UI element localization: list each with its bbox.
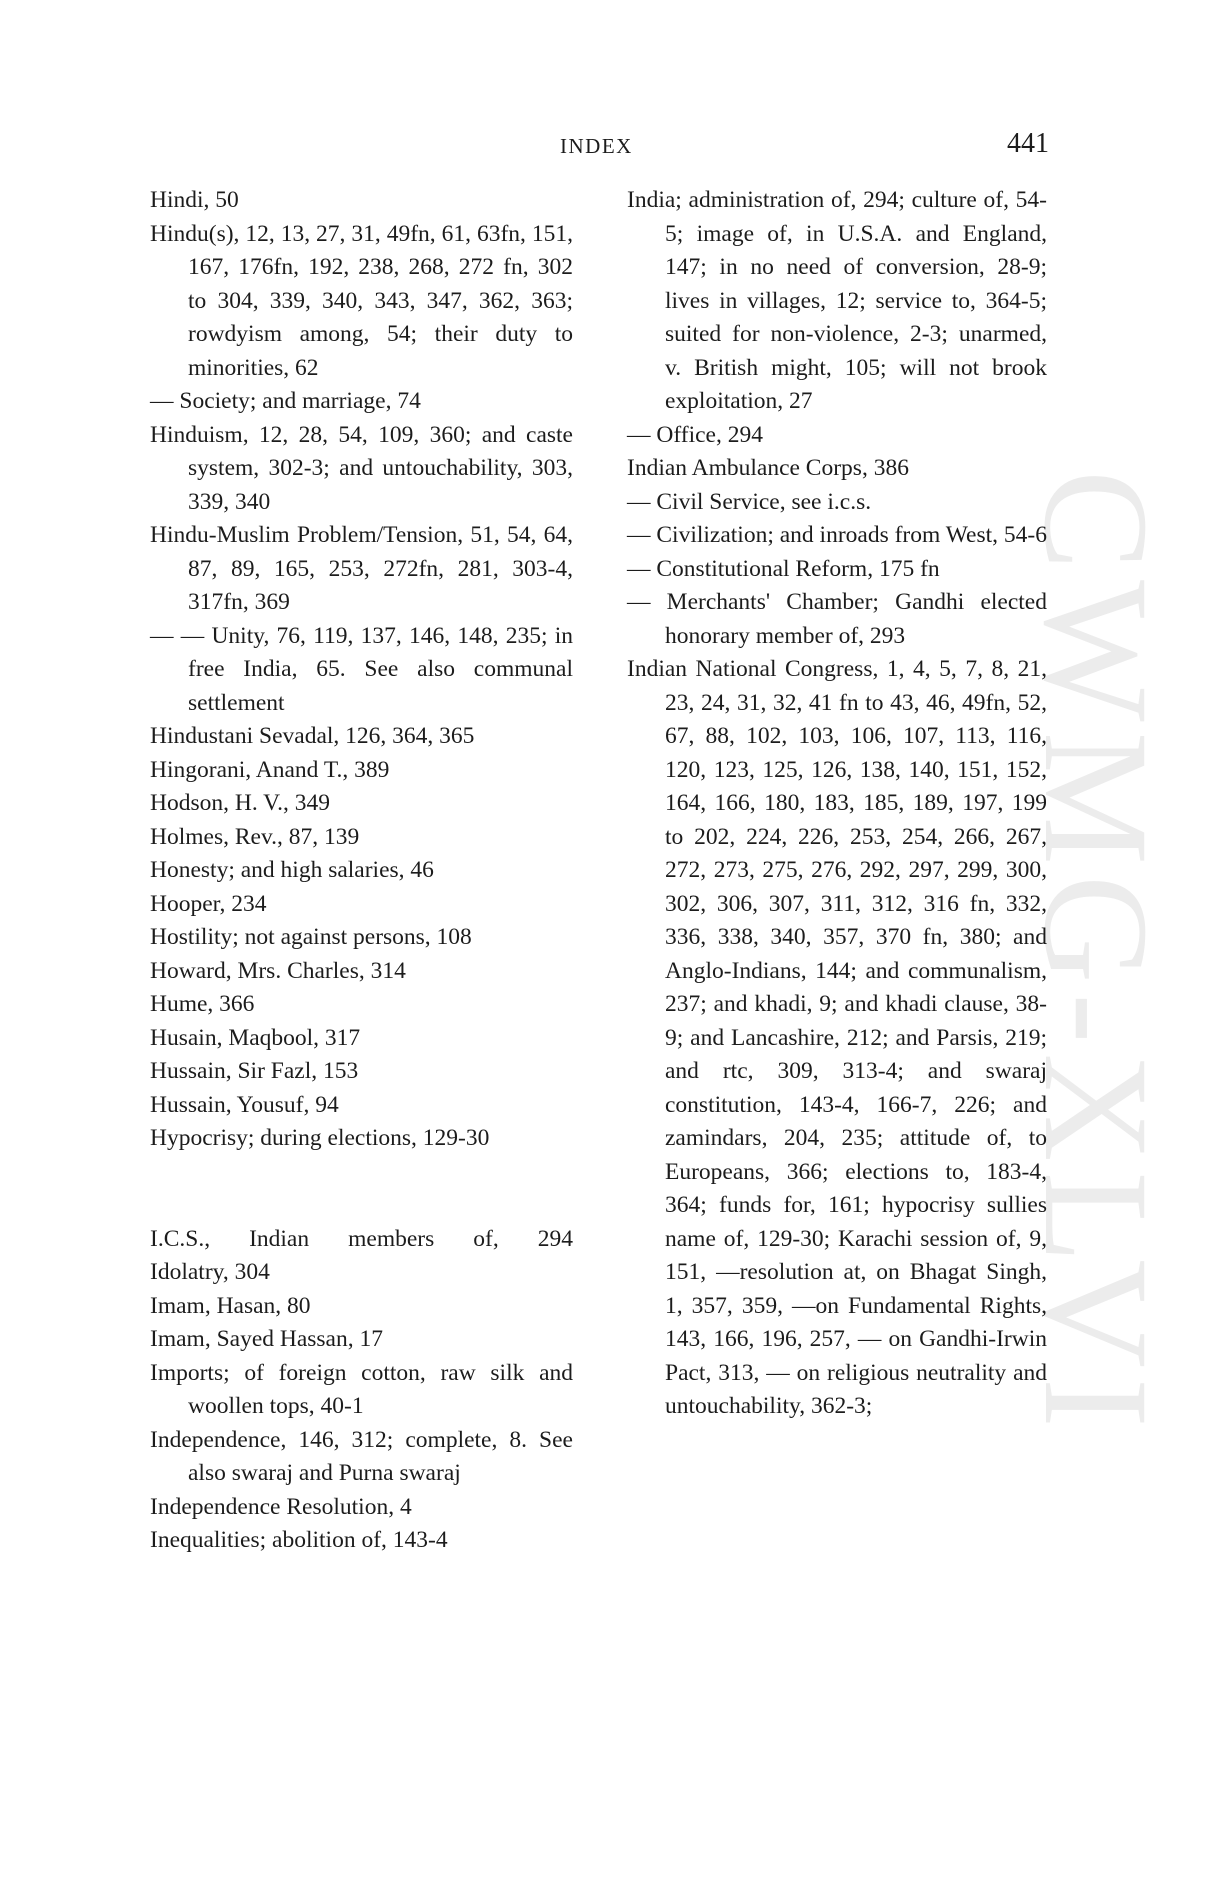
index-entry: Idolatry, 304 — [150, 1259, 270, 1285]
index-entry: Independence, 146, 312; complete, 8. See also swaraj and Purna swaraj — [150, 1426, 573, 1486]
page-number: 441 — [1007, 128, 1049, 159]
index-entry: Hussain, Sir Fazl, 153 — [150, 1058, 359, 1084]
index-entry: Imam, Hasan, 80 — [150, 1292, 311, 1319]
index-entry: Hooper, 234 — [150, 890, 267, 917]
index-entry: — Civilization; and inroads from West, 54-6 — [627, 522, 1047, 548]
index-entry: — Merchants' Chamber; Gandhi elected honorary member of, 293 — [627, 589, 1047, 649]
index-entry: — Office, 294 — [627, 421, 763, 448]
index-entry: — Civil Service, see i.c.s. — [627, 488, 872, 515]
index-entry: Hindi, 50 — [150, 187, 239, 213]
index-column-left — [150, 184, 573, 1558]
running-head: INDEX — [560, 134, 633, 158]
index-entry: Honesty; and high salaries, 46 — [150, 857, 434, 883]
index-entry: Hindu-Muslim Problem/Tension, 51, 54, 64, 87, 89, 165, 253, 272fn, 281, 303-4, 317fn, 369 — [150, 522, 573, 615]
index-entry: — Constitutional Reform, 175 fn — [627, 555, 940, 582]
index-entry: Imam, Sayed Hassan, 17 — [150, 1326, 383, 1352]
index-entry: — Society; and marriage, 74 — [150, 388, 421, 414]
index-entry: Independence Resolution, 4 — [150, 1493, 412, 1520]
index-entry: Indian National Congress, 1, 4, 5, 7, 8, 21, 23, 24, 31, 32, 41 fn to 43, 46, 49fn, 52, 67, 88, 102, 103, 106, 107, 113, 116, 120, 123, 125, 126, 138, 140, 151, 152, 164, 166, 180, 183, 185, 189, 197, 199 to 202, 224, 226, 253, 254, 266, 267, 272, 273, 275, 276, 292, 297, 299, 300, 302, 306, 307, 311, 312, 316 fn, 332, 336, 338, 340, 357, 370 fn, 380; and Anglo-Indians, 144; and communalism, 237; and khadi, 9; and khadi clause, 38-9; and Lancashire, 212; and Parsis, 219; and rtc, 309, 313-4; and swaraj constitution, 143-4, 166-7, 226; and zamindars, 204, 235; attitude of, to Europeans, 366; elections to, 183-4, 364; funds for, 161; hypocrisy sullies name of, 129-30; Karachi session of, 9, 151, —resolution at, on Bhagat Singh, 1, 357, 359, —on Fundamental Rights, 143, 166, 196, 257, — on Gandhi-Irwin Pact, 313, — on religious neutrality and untouchability, 362-3; — [627, 656, 1047, 1419]
index-entry: Hypocrisy; during elections, 129-30 — [150, 1125, 490, 1151]
index-entry: Indian Ambulance Corps, 386 — [627, 455, 909, 481]
index-entry: Hindustani Sevadal, 126, 364, 365 — [150, 723, 475, 749]
index-entry: Hussain, Yousuf, 94 — [150, 1091, 339, 1118]
index-entry: Inequalities; abolition of, 143-4 — [150, 1527, 448, 1553]
index-entry: I.C.S., Indian members of, 294 — [150, 1225, 573, 1252]
index-entry: Hinduism, 12, 28, 54, 109, 360; and caste system, 302-3; and untouchability, 303, 339, 340 — [150, 421, 573, 515]
index-entry: Hostility; not against persons, 108 — [150, 924, 472, 950]
index-entry: Hingorani, Anand T., 389 — [150, 756, 390, 783]
index-entry: Husain, Maqbool, 317 — [150, 1024, 361, 1051]
index-entry: Imports; of foreign cotton, raw silk and woollen tops, 40-1 — [150, 1359, 573, 1419]
index-entry: Hindu(s), 12, 13, 27, 31, 49fn, 61, 63fn, 151, 167, 176fn, 192, 238, 268, 272 fn, 302 to 304, 339, 340, 343, 347, 362, 363; rowdyism among, 54; their duty to minorities, 62 — [150, 220, 573, 381]
index-entry: — — Unity, 76, 119, 137, 146, 148, 235; in free India, 65. See also communal settlement — [150, 622, 573, 716]
index-entry: Howard, Mrs. Charles, 314 — [150, 957, 406, 984]
index-entry: Holmes, Rev., 87, 139 — [150, 823, 360, 850]
watermark: CWMG-XLVI — [1013, 470, 1179, 1438]
index-entry: Hume, 366 — [150, 991, 255, 1017]
section-gap — [150, 1156, 573, 1223]
index-entry: India; administration of, 294; culture of, 54-5; image of, in U.S.A. and England, 147; in no need of conversion, 28-9; lives in villages, 12; service to, 364-5; suited for non-violence, 2-3; unarmed, v. British might, 105; will not brook exploitation, 27 — [627, 187, 1047, 414]
index-column-right — [627, 184, 1047, 1424]
index-entry: Hodson, H. V., 349 — [150, 790, 330, 816]
